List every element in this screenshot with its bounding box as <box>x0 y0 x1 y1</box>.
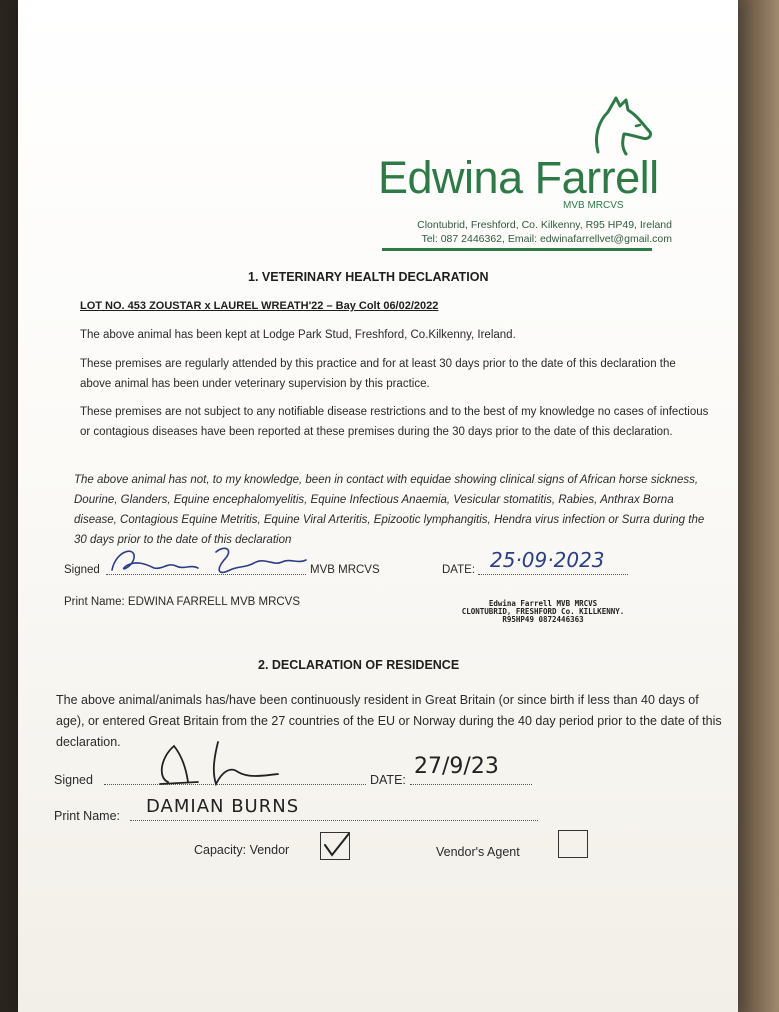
vendor-signature <box>138 738 298 788</box>
letterhead-address: Clontubrid, Freshford, Co. Kilkenny, R95 HP49, Ireland <box>417 219 672 231</box>
section1-signed-label: Signed <box>64 564 100 576</box>
vendor-checkbox[interactable] <box>320 832 350 860</box>
section1-date-label: DATE: <box>442 564 476 576</box>
checkmark-icon <box>321 833 349 859</box>
section2-date-value: 27/9/23 <box>414 754 499 779</box>
lot-line: LOT NO. 453 ZOUSTAR x LAUREL WREATH'22 – Bay Colt 06/02/2022 <box>80 300 439 312</box>
section2-date-label: DATE: <box>370 773 406 787</box>
section1-date-line <box>478 574 628 575</box>
section2-signed-label: Signed <box>54 773 93 787</box>
section1-print-name: Print Name: EDWINA FARRELL MVB MRCVS <box>64 596 301 608</box>
vendor-agent-checkbox[interactable] <box>558 830 588 858</box>
section2-para: The above animal/animals has/have been continuously resident in Great Britain (or since birth if less than 40 days of age), or entered Great Britain from the 27 countries of the EU or Norway during the 40 day period prior to the date of this declaration. <box>56 693 722 749</box>
letterhead-name: Edwina Farrell <box>378 152 659 203</box>
section2-print-name-value: DAMIAN BURNS <box>146 796 300 817</box>
capacity-vendor-label: Capacity: Vendor <box>194 843 290 857</box>
section2-print-name-label: Print Name: <box>54 809 120 823</box>
letterhead-qualifications: MVB MRCVS <box>563 200 624 211</box>
stamp-line-3: R95HP49 0872446363 <box>502 615 584 624</box>
vet-signature <box>106 540 316 580</box>
letterhead-contact: Tel: 087 2446362, Email: edwinafarrellvet@gmail.com <box>421 233 672 245</box>
horse-logo-icon <box>578 92 658 158</box>
vet-stamp <box>418 600 668 624</box>
document-page <box>18 0 738 1012</box>
vendor-agent-label: Vendor's Agent <box>436 845 520 859</box>
stamp-line-2: CLONTUBRID, FRESHFORD Co. KILLKENNY. <box>461 607 625 616</box>
letterhead-contact-block <box>382 218 672 246</box>
section2-title: 2. DECLARATION OF RESIDENCE <box>258 658 460 672</box>
stamp-line-1: Edwina Farrell MVB MRCVS <box>488 599 598 608</box>
section1-date-value: 25·09·2023 <box>490 548 605 572</box>
section1-title: 1. VETERINARY HEALTH DECLARATION <box>248 270 489 284</box>
section2-print-name-line <box>130 820 538 821</box>
section1-para3: These premises are not subject to any notifiable disease restrictions and to the best of my knowledge no cases of infectious or contagious diseases have been reported at these premises during the 30 days prior to the date of this declaration. <box>80 406 709 438</box>
letterhead-rule <box>382 248 652 251</box>
section1-para1: The above animal has been kept at Lodge Park Stud, Freshford, Co.Kilkenny, Ireland. <box>80 329 516 341</box>
section1-para2: These premises are regularly attended by this practice and for at least 30 days prior to the date of this declaration the above animal has been under veterinary supervision by this practice. <box>80 358 676 390</box>
section1-para4: The above animal has not, to my knowledge, been in contact with equidae showing clinical signs of African horse sickness, Dourine, Glanders, Equine encephalomyelitis, Equine Infectious Anaemia, Vesicular stomatitis, Rabies, Anthrax Borna disease, Contagious Equine Metritis, Equine Viral Arteritis, Epizootic lymphangitis, Hendra virus infection or Surra during the 30 days prior to the date of this declaration <box>74 474 705 546</box>
section2-date-line <box>410 784 532 785</box>
section1-signed-suffix: MVB MRCVS <box>310 564 380 576</box>
